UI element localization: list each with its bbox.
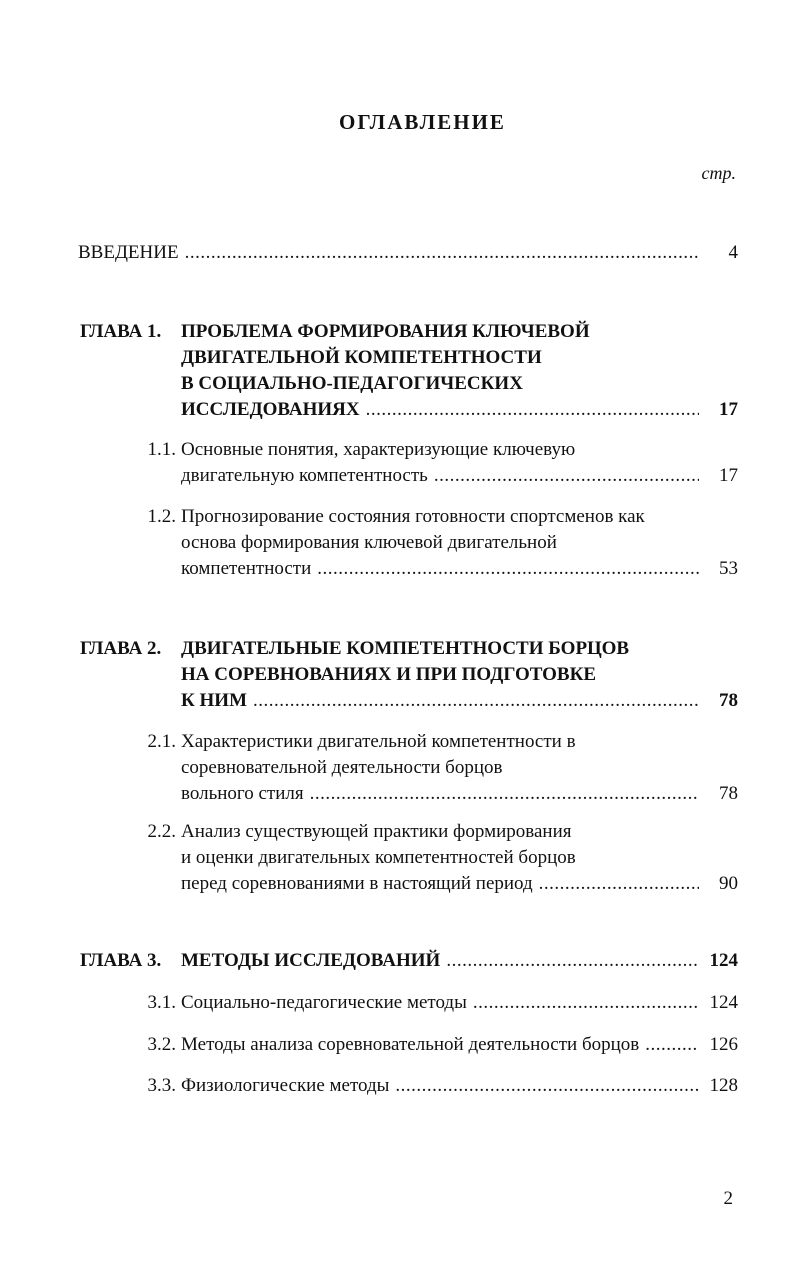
dot-leader [253, 688, 699, 714]
toc-page-number: 124 [709, 950, 738, 971]
section-title-line: Физиологические методы [181, 1075, 390, 1096]
dot-leader [366, 397, 699, 423]
dot-leader [473, 990, 699, 1016]
toc-leader-line [78, 240, 699, 266]
chapter-title-line: НА СОРЕВНОВАНИЯХ И ПРИ ПОДГОТОВКЕ [181, 664, 597, 685]
section-title-line: и оценки двигательных компетентностей борцов [181, 847, 576, 868]
dot-leader [310, 781, 699, 807]
section-label: 3.1. [147, 992, 176, 1013]
section-title-line: Основные понятия, характеризующие ключевую [181, 439, 576, 460]
section-label: 1.2. [147, 506, 176, 527]
section-title-line: Прогнозирование состояния готовности спортсменов как [181, 506, 645, 527]
toc-page-number: 53 [719, 558, 738, 579]
section-title-line: вольного стиля [181, 783, 304, 804]
chapter-title-line: ДВИГАТЕЛЬНОЙ КОМПЕТЕНТНОСТИ [181, 347, 542, 368]
page-title: ОГЛАВЛЕНИЕ [339, 110, 506, 134]
section-label: 2.2. [147, 821, 176, 842]
toc-leader-line [181, 463, 699, 489]
toc-page-number: 124 [709, 992, 738, 1013]
section-label: 3.2. [147, 1034, 176, 1055]
section-title-line: двигательную компетентность [181, 465, 428, 486]
section-title-line: Анализ существующей практики формирования [181, 821, 572, 842]
dot-leader [434, 463, 699, 489]
chapter-title-line: МЕТОДЫ ИССЛЕДОВАНИЙ [181, 950, 441, 971]
chapter-label: ГЛАВА 2. [80, 638, 162, 659]
toc-page-number: 78 [719, 690, 738, 711]
section-title-line: соревновательной деятельности борцов [181, 757, 503, 778]
dot-leader [645, 1032, 699, 1058]
toc-leader-line [181, 556, 699, 582]
toc-leader-line [181, 1032, 699, 1058]
toc-entry-title: ВВЕДЕНИЕ [78, 242, 179, 263]
toc-leader-line [181, 397, 699, 423]
chapter-label: ГЛАВА 1. [80, 321, 162, 342]
toc-page-number: 4 [728, 242, 738, 263]
section-title-line: компетентности [181, 558, 312, 579]
toc-leader-line [181, 688, 699, 714]
section-title-line: перед соревнованиями в настоящий период [181, 873, 533, 894]
section-label: 2.1. [147, 731, 176, 752]
toc-page-number: 126 [709, 1034, 738, 1055]
chapter-title-line: К НИМ [181, 690, 248, 711]
toc-leader-line [181, 990, 699, 1016]
dot-leader [185, 240, 699, 266]
toc-leader-line [181, 948, 699, 974]
section-title-line: Социально-педагогические методы [181, 992, 467, 1013]
section-title-line: Методы анализа соревновательной деятельности борцов [181, 1034, 640, 1055]
chapter-title-line: ПРОБЛЕМА ФОРМИРОВАНИЯ КЛЮЧЕВОЙ [181, 321, 590, 342]
page-column-label: стр. [701, 163, 736, 183]
section-title-line: Характеристики двигательной компетентности в [181, 731, 576, 752]
toc-page-number: 78 [719, 783, 738, 804]
toc-leader-line [181, 871, 699, 897]
chapter-title-line: ДВИГАТЕЛЬНЫЕ КОМПЕТЕНТНОСТИ БОРЦОВ [181, 638, 630, 659]
section-label: 3.3. [147, 1075, 176, 1096]
toc-leader-line [181, 1073, 699, 1099]
dot-leader [446, 948, 699, 974]
toc-page-number: 17 [719, 465, 738, 486]
toc-page-number: 17 [719, 399, 738, 420]
footer-page-number: 2 [723, 1188, 733, 1209]
chapter-title-line: В СОЦИАЛЬНО-ПЕДАГОГИЧЕСКИХ [181, 373, 523, 394]
chapter-label: ГЛАВА 3. [80, 950, 162, 971]
section-label: 1.1. [147, 439, 176, 460]
dot-leader [395, 1073, 699, 1099]
toc-page-number: 90 [719, 873, 738, 894]
toc-leader-line [181, 781, 699, 807]
chapter-title-line: ИССЛЕДОВАНИЯХ [181, 399, 360, 420]
section-title-line: основа формирования ключевой двигательной [181, 532, 557, 553]
dot-leader [539, 871, 699, 897]
toc-page-number: 128 [709, 1075, 738, 1096]
dot-leader [317, 556, 699, 582]
